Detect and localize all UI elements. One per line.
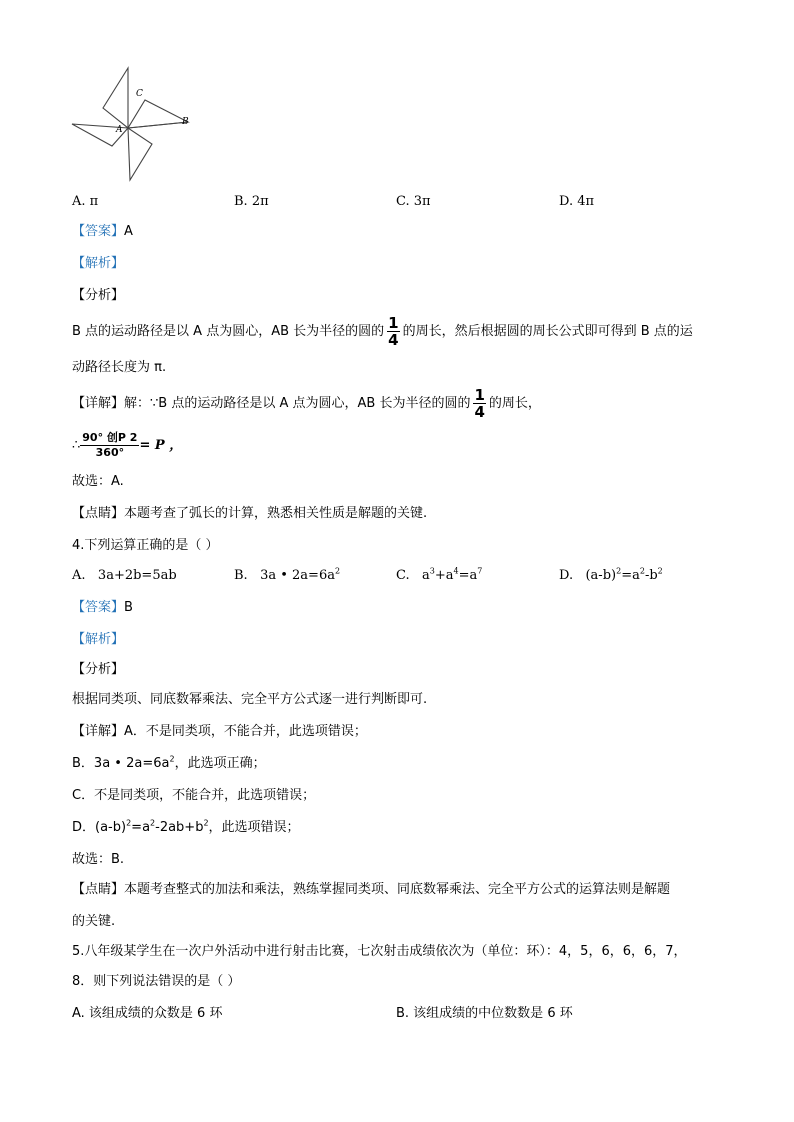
q4-dianjing-line1 [72,880,670,900]
q4-analysis: 根据同类项、同底数幂乘法、完全平方公式逐一进行判断即可. [72,692,428,707]
q5-stem-line2: 8．则下列说法错误的是（ ） [72,974,241,989]
q5-option-b: B. 该组成绩的中位数数是 6 环 [396,1006,573,1021]
q3-option-a: A. π [72,194,99,209]
q3-answer-line [72,222,133,242]
q3-option-b: B. 2π [234,194,269,209]
q3-analysis-part-b: 的周长，然后根据圆的周长公式即可得到 B 点的运 [402,324,693,339]
figure-label-b: B [182,117,189,127]
q4-detail-c: C．不是同类项，不能合并，此选项错误； [72,788,316,803]
quarter-fraction-2 [473,387,485,420]
q4-jiexi-tag: 【解析】 [72,632,125,647]
q4-option-c: C. $a^3+a^4=a^7$ [396,566,483,583]
q3-jiexi-tag: 【解析】 [72,256,125,271]
q5-stem-line1: 5.八年级某学生在一次户外活动中进行射击比赛，七次射击成绩依次为（单位：环）：4，5，6，6，6，7， [72,944,687,959]
formula-denominator: 360° [95,446,125,459]
q3-detail-part-a: 解：∵B 点的运动路径是以 A 点为圆心，AB 长为半径的圆的 [124,396,471,411]
q3-dianjing-text: 本题考查了弧长的计算，熟悉相关性质是解题的关键. [124,506,428,521]
q3-analysis-part-a: B 点的运动路径是以 A 点为圆心，AB 长为半径的圆的 [72,324,385,339]
pinwheel-figure [70,62,200,184]
q4-answer: B [124,600,133,615]
q3-detail-line [72,386,541,422]
q4-detail-tag: 【详解】 [72,724,125,739]
q4-detail-d: D．$(a-b)^2=a^2-2ab+b^2$，此选项错误； [72,818,300,835]
q4-choose: 故选：B. [72,852,125,867]
figure-label-a: A [116,125,123,135]
answer-tag: 【答案】 [72,224,125,239]
fraction-denominator-2: 4 [474,403,485,421]
q3-analysis-line1 [72,314,693,350]
q5-option-a: A. 该组成绩的众数是 6 环 [72,1006,223,1021]
q4-option-a: A. 3a+2b=5ab [72,568,177,583]
q4-dianjing-text-1: 本题考查整式的加法和乘法，熟练掌握同类项、同底数幂乘法、完全平方公式的运算法则是解题 [124,882,671,897]
q3-detail-part-b: 的周长， [488,396,541,411]
arc-length-formula [80,431,139,460]
q4-detail-a-text: A．不是同类项，不能合并，此选项错误； [124,724,367,739]
fraction-numerator-2: 1 [474,386,485,404]
q4-option-b: B. 3a • $2a=6a^2$ [234,566,341,583]
figure-label-c: C [136,89,143,99]
therefore-symbol: ∴ [72,438,81,453]
q3-choose: 故选：A. [72,474,124,489]
q3-option-c: C. 3π [396,194,431,209]
q3-option-d: D. 4π [559,194,595,209]
q4-stem: 4.下列运算正确的是（ ） [72,538,219,553]
q4-dianjing-line2: 的关键. [72,914,116,929]
q3-answer: A [124,224,133,239]
q3-fenxi-tag: 【分析】 [72,288,125,303]
q3-dianjing-line [72,504,427,524]
q4-answer-tag: 【答案】 [72,600,125,615]
formula-result: = P ， [139,438,183,453]
detail-tag: 【详解】 [72,396,125,411]
dianjing-tag: 【点睛】 [72,506,125,521]
quarter-fraction [387,315,399,348]
q3-analysis-line2: 动路径长度为 π. [72,360,167,375]
q3-formula-line [72,430,182,462]
fraction-numerator: 1 [388,314,399,332]
q4-detail-a [72,722,367,742]
formula-numerator: 90° 创P 2 [82,431,138,444]
q4-option-d: D. $(a-b)^2=a^2-b^2$ [559,566,663,583]
q4-dianjing-tag: 【点睛】 [72,882,125,897]
q4-fenxi-tag: 【分析】 [72,662,125,677]
fraction-denominator: 4 [388,331,399,349]
q4-answer-line [72,598,133,618]
q4-detail-b: B．3a • $2a=6a^2$，此选项正确； [72,754,266,771]
